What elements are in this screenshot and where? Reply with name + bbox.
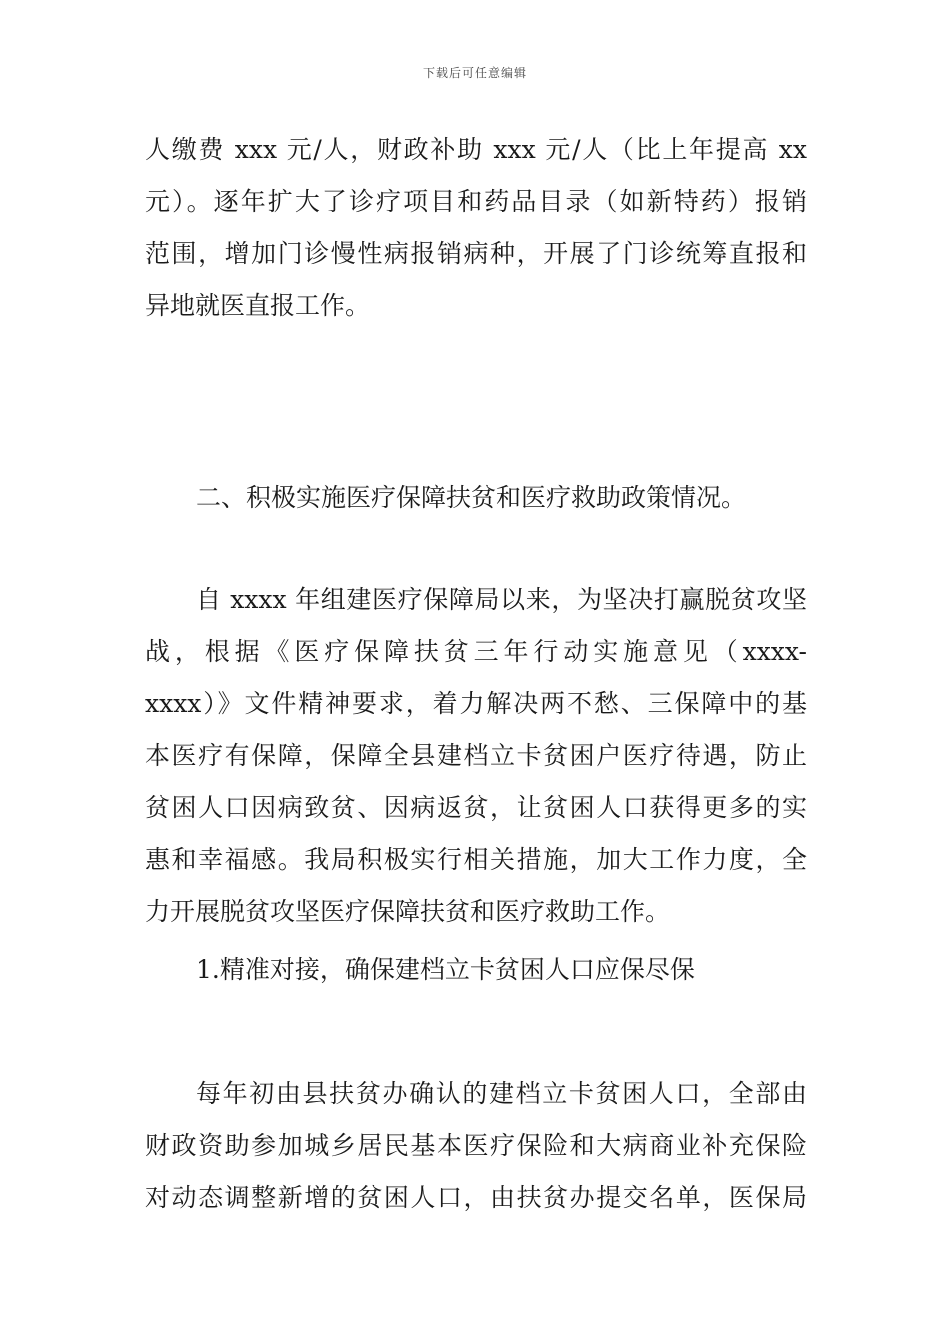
paragraph-line: 惠和幸福感。我局积极实行相关措施，加大工作力度，全	[145, 845, 807, 874]
paragraph-poverty-alleviation	[145, 574, 807, 938]
paragraph-line: 力开展脱贫攻坚医疗保障扶贫和医疗救助工作。	[145, 897, 671, 926]
paragraph-line: 战，根据《医疗保障扶贫三年行动实施意见（xxxx-	[145, 637, 807, 666]
paragraph-insurance-funding	[145, 124, 807, 332]
page-header-note: 下载后可任意编辑	[422, 66, 527, 80]
subheading-1	[145, 944, 807, 996]
paragraph-line: 元）。逐年扩大了诊疗项目和药品目录（如新特药）报销	[145, 187, 807, 216]
paragraph-line: 每年初由县扶贫办确认的建档立卡贫困人口，全部由	[196, 1079, 807, 1108]
section-heading-2	[145, 472, 807, 524]
paragraph-line: 本医疗有保障，保障全县建档立卡贫困户医疗待遇，防止	[145, 741, 807, 770]
paragraph-line: 对动态调整新增的贫困人口，由扶贫办提交名单，医保局	[145, 1183, 807, 1212]
paragraph-enrollment	[145, 1068, 807, 1224]
paragraph-line: 人缴费 xxx 元/人，财政补助 xxx 元/人（比上年提高 xx	[145, 135, 807, 164]
paragraph-line: xxxx）》文件精神要求，着力解决两不愁、三保障中的基	[145, 689, 807, 718]
paragraph-line: 贫困人口因病致贫、因病返贫，让贫困人口获得更多的实	[145, 793, 807, 822]
paragraph-line: 自 xxxx 年组建医疗保障局以来，为坚决打赢脱贫攻坚	[196, 585, 807, 614]
paragraph-line: 异地就医直报工作。	[145, 291, 371, 320]
paragraph-line: 财政资助参加城乡居民基本医疗保险和大病商业补充保险	[145, 1131, 807, 1160]
heading-line: 1.精准对接，确保建档立卡贫困人口应保尽保	[196, 955, 695, 984]
heading-line: 二、积极实施医疗保障扶贫和医疗救助政策情况。	[196, 483, 747, 512]
paragraph-line: 范围，增加门诊慢性病报销病种，开展了门诊统筹直报和	[145, 239, 807, 268]
